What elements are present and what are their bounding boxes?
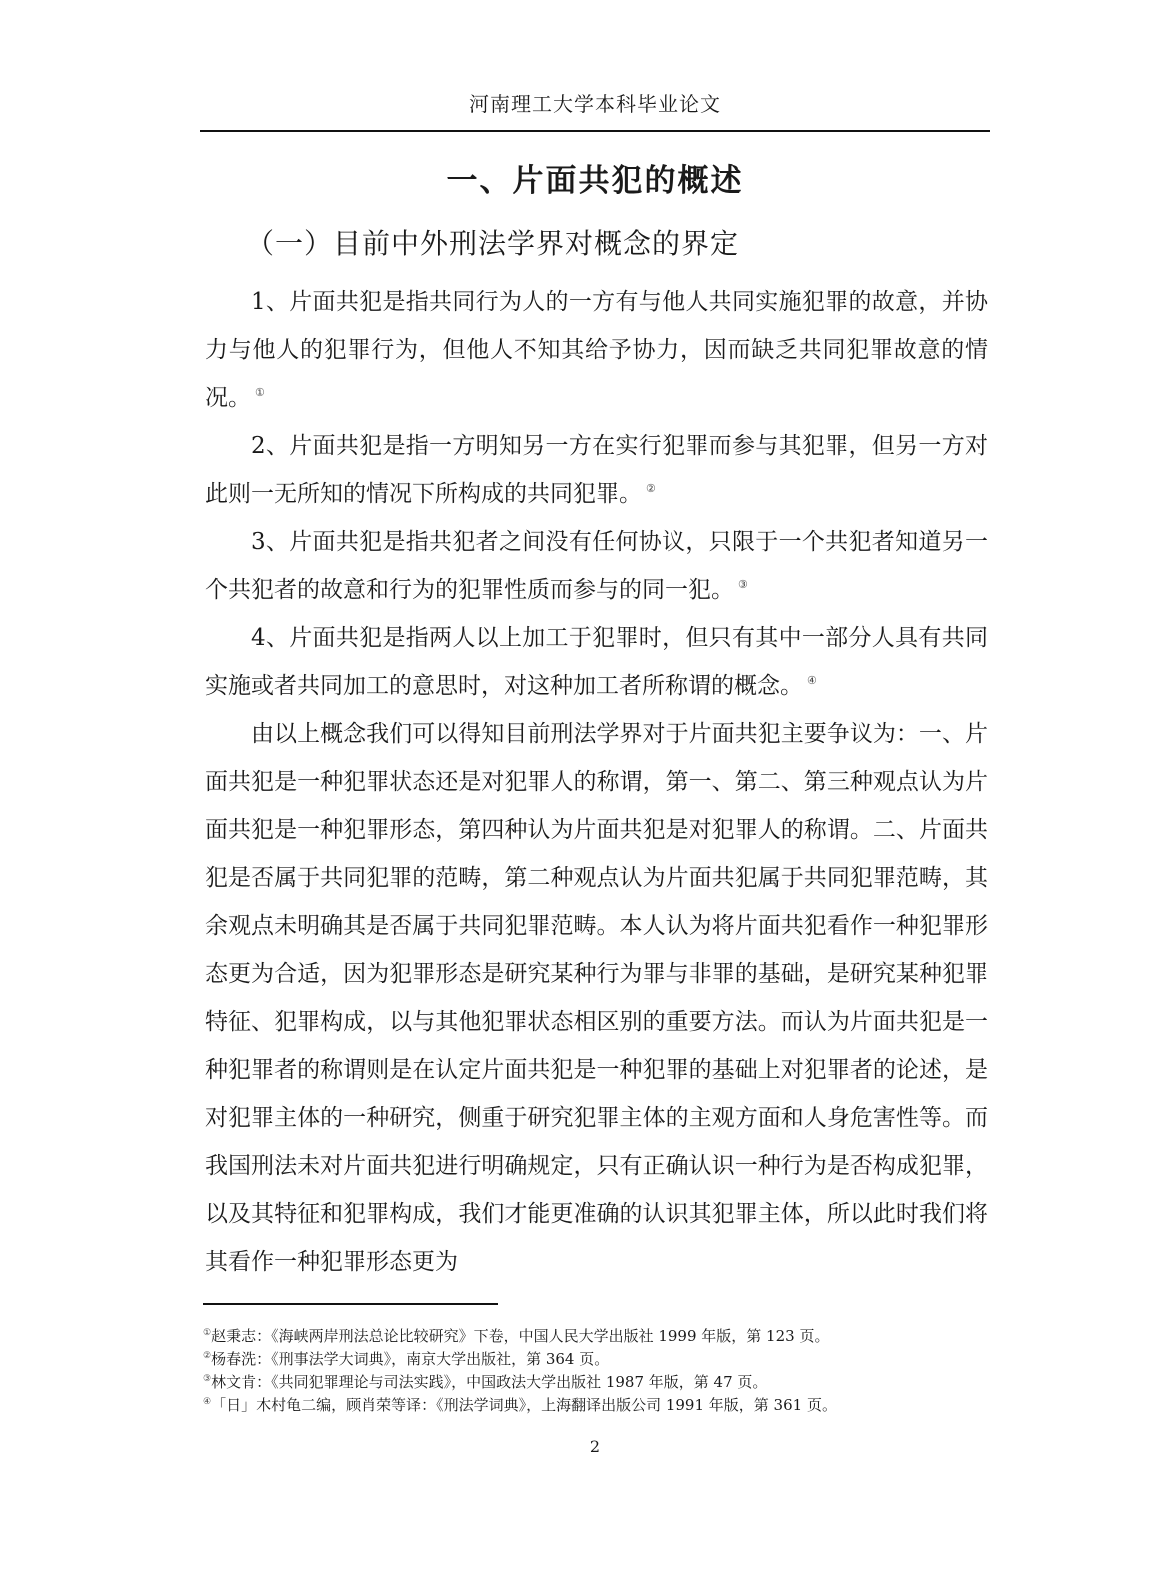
footnote-mark: ①	[203, 1328, 212, 1338]
footnotes	[203, 1325, 993, 1417]
footnote-1: ①赵秉志：《海峡两岸刑法总论比较研究》下卷，中国人民大学出版社 1999 年版，第 123 页。	[203, 1327, 830, 1345]
body-text	[205, 278, 988, 1286]
paragraph-1: 1、片面共犯是指共同行为人的一方有与他人共同实施犯罪的故意，并协力与他人的犯罪行为，但他人不知其给予协力，因而缺乏共同犯罪故意的情况。 ①	[205, 289, 988, 411]
section-title: （一）目前中外刑法学界对概念的界定	[246, 227, 740, 260]
paragraph-2: 2、片面共犯是指一方明知另一方在实行犯罪而参与其犯罪，但另一方对此则一无所知的情况下所构成的共同犯罪。 ②	[205, 433, 988, 507]
footnote-4: ④「日」木村龟二编，顾肖荣等译：《刑法学词典》，上海翻译出版公司 1991 年版，第 361 页。	[203, 1396, 837, 1414]
paragraph-5: 由以上概念我们可以得知目前刑法学界对于片面共犯主要争议为：一、片面共犯是一种犯罪状态还是对犯罪人的称谓，第一、第二、第三种观点认为片面共犯是一种犯罪形态，第四种认为片面共犯是对犯罪人的称谓。二、片面共犯是否属于共同犯罪的范畴，第二种观点认为片面共犯属于共同犯罪范畴，其余观点未明确其是否属于共同犯罪范畴。本人认为将片面共犯看作一种犯罪形态更为合适，因为犯罪形态是研究某种行为罪与非罪的基础，是研究某种犯罪特征、犯罪构成，以与其他犯罪状态相区别的重要方法。而认为片面共犯是一种犯罪者的称谓则是在认定片面共犯是一种犯罪的基础上对犯罪者的论述，是对犯罪主体的一种研究，侧重于研究犯罪主体的主观方面和人身危害性等。而我国刑法未对片面共犯进行明确规定，只有正确认识一种行为是否构成犯罪，以及其特征和犯罪构成，我们才能更准确的认识其犯罪主体，所以此时我们将其看作一种犯罪形态更为	[205, 721, 988, 1275]
footnote-mark: ③	[203, 1374, 212, 1384]
footnote-divider	[203, 1303, 498, 1305]
chapter-title: 一、片面共犯的概述	[446, 163, 744, 199]
page-number: 2	[589, 1437, 601, 1456]
footnote-3: ③林文肯：《共同犯罪理论与司法实践》，中国政法大学出版社 1987 年版，第 47 页。	[203, 1373, 768, 1391]
paragraph-3: 3、片面共犯是指共犯者之间没有任何协议，只限于一个共犯者知道另一个共犯者的故意和行为的犯罪性质而参与的同一犯。 ③	[205, 529, 988, 603]
running-header: 河南理工大学本科毕业论文	[469, 92, 721, 116]
footnote-ref-1: ①	[255, 386, 265, 400]
header-divider	[200, 130, 990, 132]
footnote-2: ②杨春洗：《刑事法学大词典》，南京大学出版社，第 364 页。	[203, 1350, 610, 1368]
footnote-ref-4: ④	[807, 674, 817, 688]
footnote-mark: ②	[203, 1351, 212, 1361]
paragraph-4: 4、片面共犯是指两人以上加工于犯罪时，但只有其中一部分人具有共同实施或者共同加工的意思时，对这种加工者所称谓的概念。 ④	[205, 625, 988, 699]
footnote-mark: ④	[203, 1397, 212, 1407]
footnote-ref-2: ②	[646, 482, 656, 496]
footnote-ref-3: ③	[738, 578, 748, 592]
